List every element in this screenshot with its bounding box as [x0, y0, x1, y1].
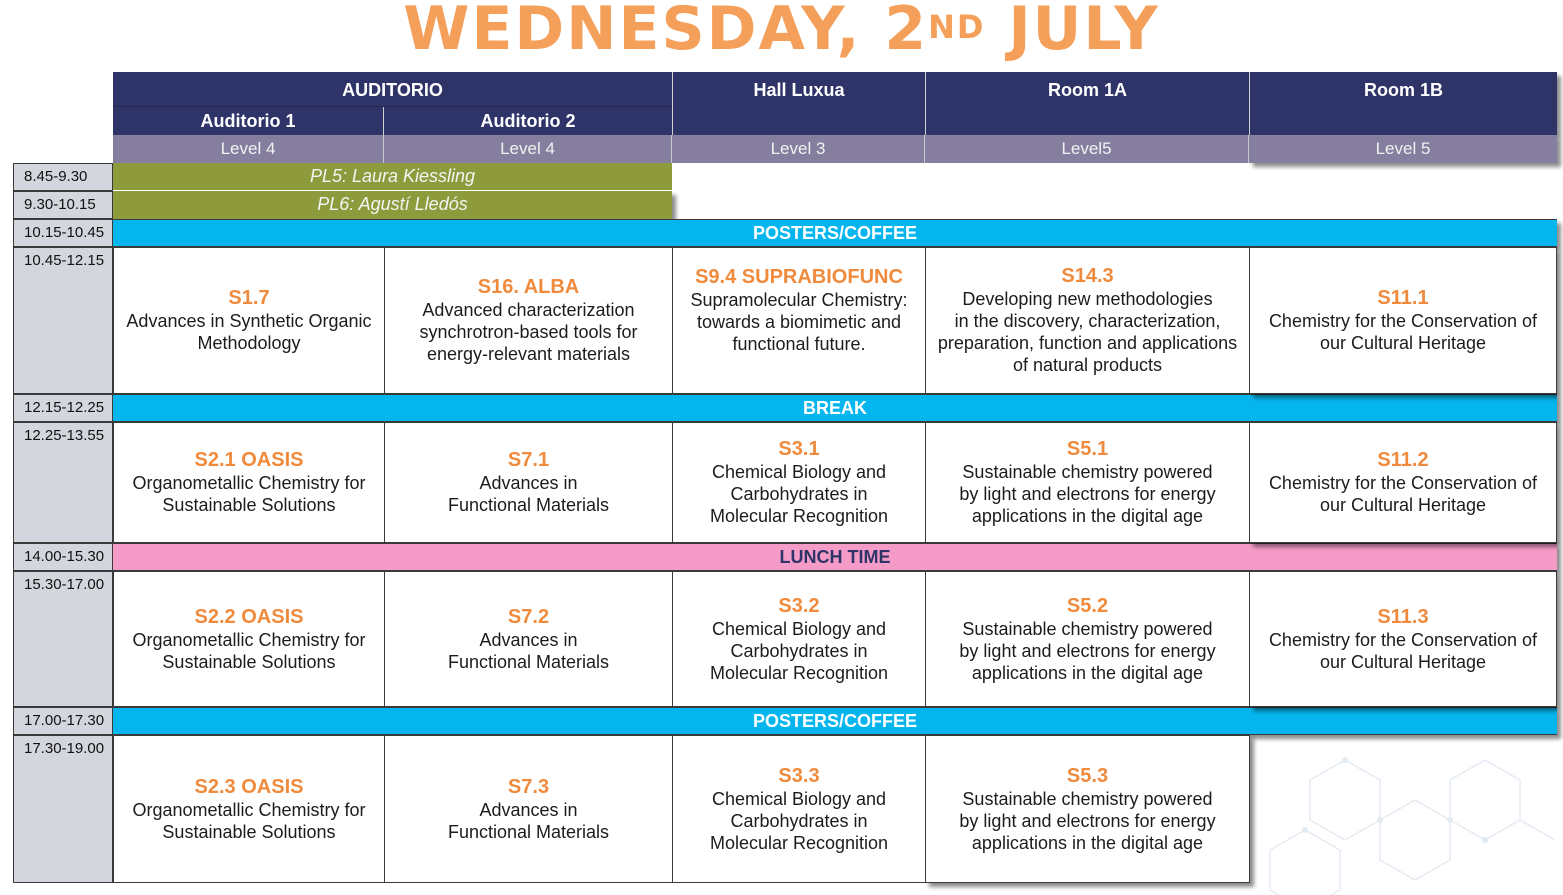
session-title: Organometallic Chemistry for Sustainable Solutions — [132, 473, 366, 515]
band-posters-coffee: POSTERS/COFFEE — [113, 707, 1557, 735]
page-title: WEDNESDAY, 2ND JULY — [403, 0, 1160, 64]
header-auditorio: AUDITORIO — [113, 72, 672, 107]
band-lunch-time: LUNCH TIME — [113, 543, 1557, 571]
level-hall-luxua: Level 3 — [672, 135, 925, 163]
hexagon-pattern-decoration — [1250, 740, 1563, 895]
plenary-pl6: PL6: Agustí Lledós — [113, 191, 672, 219]
session-code: S5.3 — [1066, 764, 1109, 787]
session-code: S2.1 OASIS — [194, 449, 304, 471]
session-code: S7.1 — [507, 449, 550, 471]
level-room-1b: Level 5 — [1249, 135, 1557, 163]
session-cell — [1249, 247, 1557, 394]
session-cell — [1249, 571, 1557, 707]
session-title: Advances in Functional Materials — [447, 473, 610, 515]
session-title: Sustainable chemistry powered by light and electrons for energy applications in the digital age — [959, 462, 1216, 526]
session-cell — [925, 571, 1250, 707]
session-title: Chemistry for the Conservation of our Cultural Heritage — [1268, 629, 1538, 672]
header-room-1b: Room 1B — [1249, 72, 1557, 135]
time-slot: 12.25-13.55 — [13, 422, 113, 543]
session-cell — [384, 247, 673, 394]
session-code: S11.3 — [1377, 605, 1429, 628]
session-code: S14.3 — [1061, 265, 1114, 287]
session-title: Advances in Functional Materials — [447, 629, 610, 672]
session-code: S7.3 — [507, 775, 550, 798]
time-slot: 17.30-19.00 — [13, 735, 113, 883]
session-code: S7.2 — [507, 605, 550, 628]
session-cell — [672, 247, 926, 394]
time-slot: 10.45-12.15 — [13, 247, 113, 394]
session-title: Sustainable chemistry powered by light and electrons for energy applications in the digital age — [959, 788, 1216, 853]
time-slot: 9.30-10.15 — [13, 191, 113, 219]
session-title: Supramolecular Chemistry: towards a biomimetic and functional future. — [690, 290, 908, 354]
level-room-1a: Level5 — [925, 135, 1249, 163]
header-room-1a: Room 1A — [925, 72, 1249, 135]
session-title: Chemistry for the Conservation of our Cultural Heritage — [1268, 311, 1538, 353]
plenary-pl5: PL5: Laura Kiessling — [113, 163, 672, 191]
header-hall-luxua: Hall Luxua — [672, 72, 925, 135]
session-cell — [925, 422, 1250, 543]
session-code: S11.1 — [1377, 287, 1429, 309]
session-code: S9.4 SUPRABIOFUNC — [695, 266, 903, 288]
time-slot: 8.45-9.30 — [13, 163, 113, 191]
level-auditorio-1: Level 4 — [113, 135, 384, 163]
header-auditorio-1: Auditorio 1 — [113, 107, 384, 135]
session-code: S2.3 OASIS — [194, 775, 304, 798]
session-title: Organometallic Chemistry for Sustainable Solutions — [132, 799, 366, 842]
session-cell — [384, 571, 673, 707]
session-code: S3.2 — [778, 594, 820, 617]
band-break: BREAK — [113, 394, 1557, 422]
session-cell — [384, 735, 673, 883]
session-cell — [672, 422, 926, 543]
session-code: S1.7 — [228, 287, 270, 309]
session-code: S3.3 — [778, 764, 820, 787]
session-cell — [672, 571, 926, 707]
session-title: Developing new methodologies in the discovery, characterization, preparation, function and applications of natural products — [937, 289, 1238, 375]
session-title: Advanced characterization synchrotron-based tools for energy-relevant materials — [419, 300, 638, 364]
session-code: S11.2 — [1377, 449, 1429, 471]
session-cell — [113, 247, 385, 394]
band-posters-coffee: POSTERS/COFFEE — [113, 219, 1557, 247]
session-cell — [384, 422, 673, 543]
session-code: S5.2 — [1066, 594, 1109, 617]
session-cell — [925, 247, 1250, 394]
session-title: Chemistry for the Conservation of our Cultural Heritage — [1268, 473, 1538, 515]
session-title: Advances in Functional Materials — [447, 799, 610, 842]
session-title: Chemical Biology and Carbohydrates in Molecular Recognition — [709, 618, 889, 683]
session-title: Organometallic Chemistry for Sustainable Solutions — [132, 629, 366, 672]
time-slot: 10.15-10.45 — [13, 219, 113, 247]
session-title: Sustainable chemistry powered by light and electrons for energy applications in the digital age — [959, 618, 1216, 683]
session-title: Advances in Synthetic Organic Methodology — [126, 311, 372, 353]
session-code: S16. ALBA — [477, 276, 580, 298]
session-code: S3.1 — [778, 438, 820, 460]
session-cell — [672, 735, 926, 883]
session-code: S2.2 OASIS — [194, 605, 304, 628]
session-cell — [113, 735, 385, 883]
session-code: S5.1 — [1066, 438, 1109, 460]
header-auditorio-2: Auditorio 2 — [384, 107, 672, 135]
session-cell — [1249, 422, 1557, 543]
time-slot: 14.00-15.30 — [13, 543, 113, 571]
session-title: Chemical Biology and Carbohydrates in Molecular Recognition — [709, 788, 889, 853]
session-cell — [925, 735, 1250, 883]
level-auditorio-2: Level 4 — [384, 135, 672, 163]
time-slot: 17.00-17.30 — [13, 707, 113, 735]
session-cell — [113, 571, 385, 707]
time-slot: 12.15-12.25 — [13, 394, 113, 422]
session-title: Chemical Biology and Carbohydrates in Molecular Recognition — [709, 462, 889, 526]
time-slot: 15.30-17.00 — [13, 571, 113, 707]
session-cell — [113, 422, 385, 543]
